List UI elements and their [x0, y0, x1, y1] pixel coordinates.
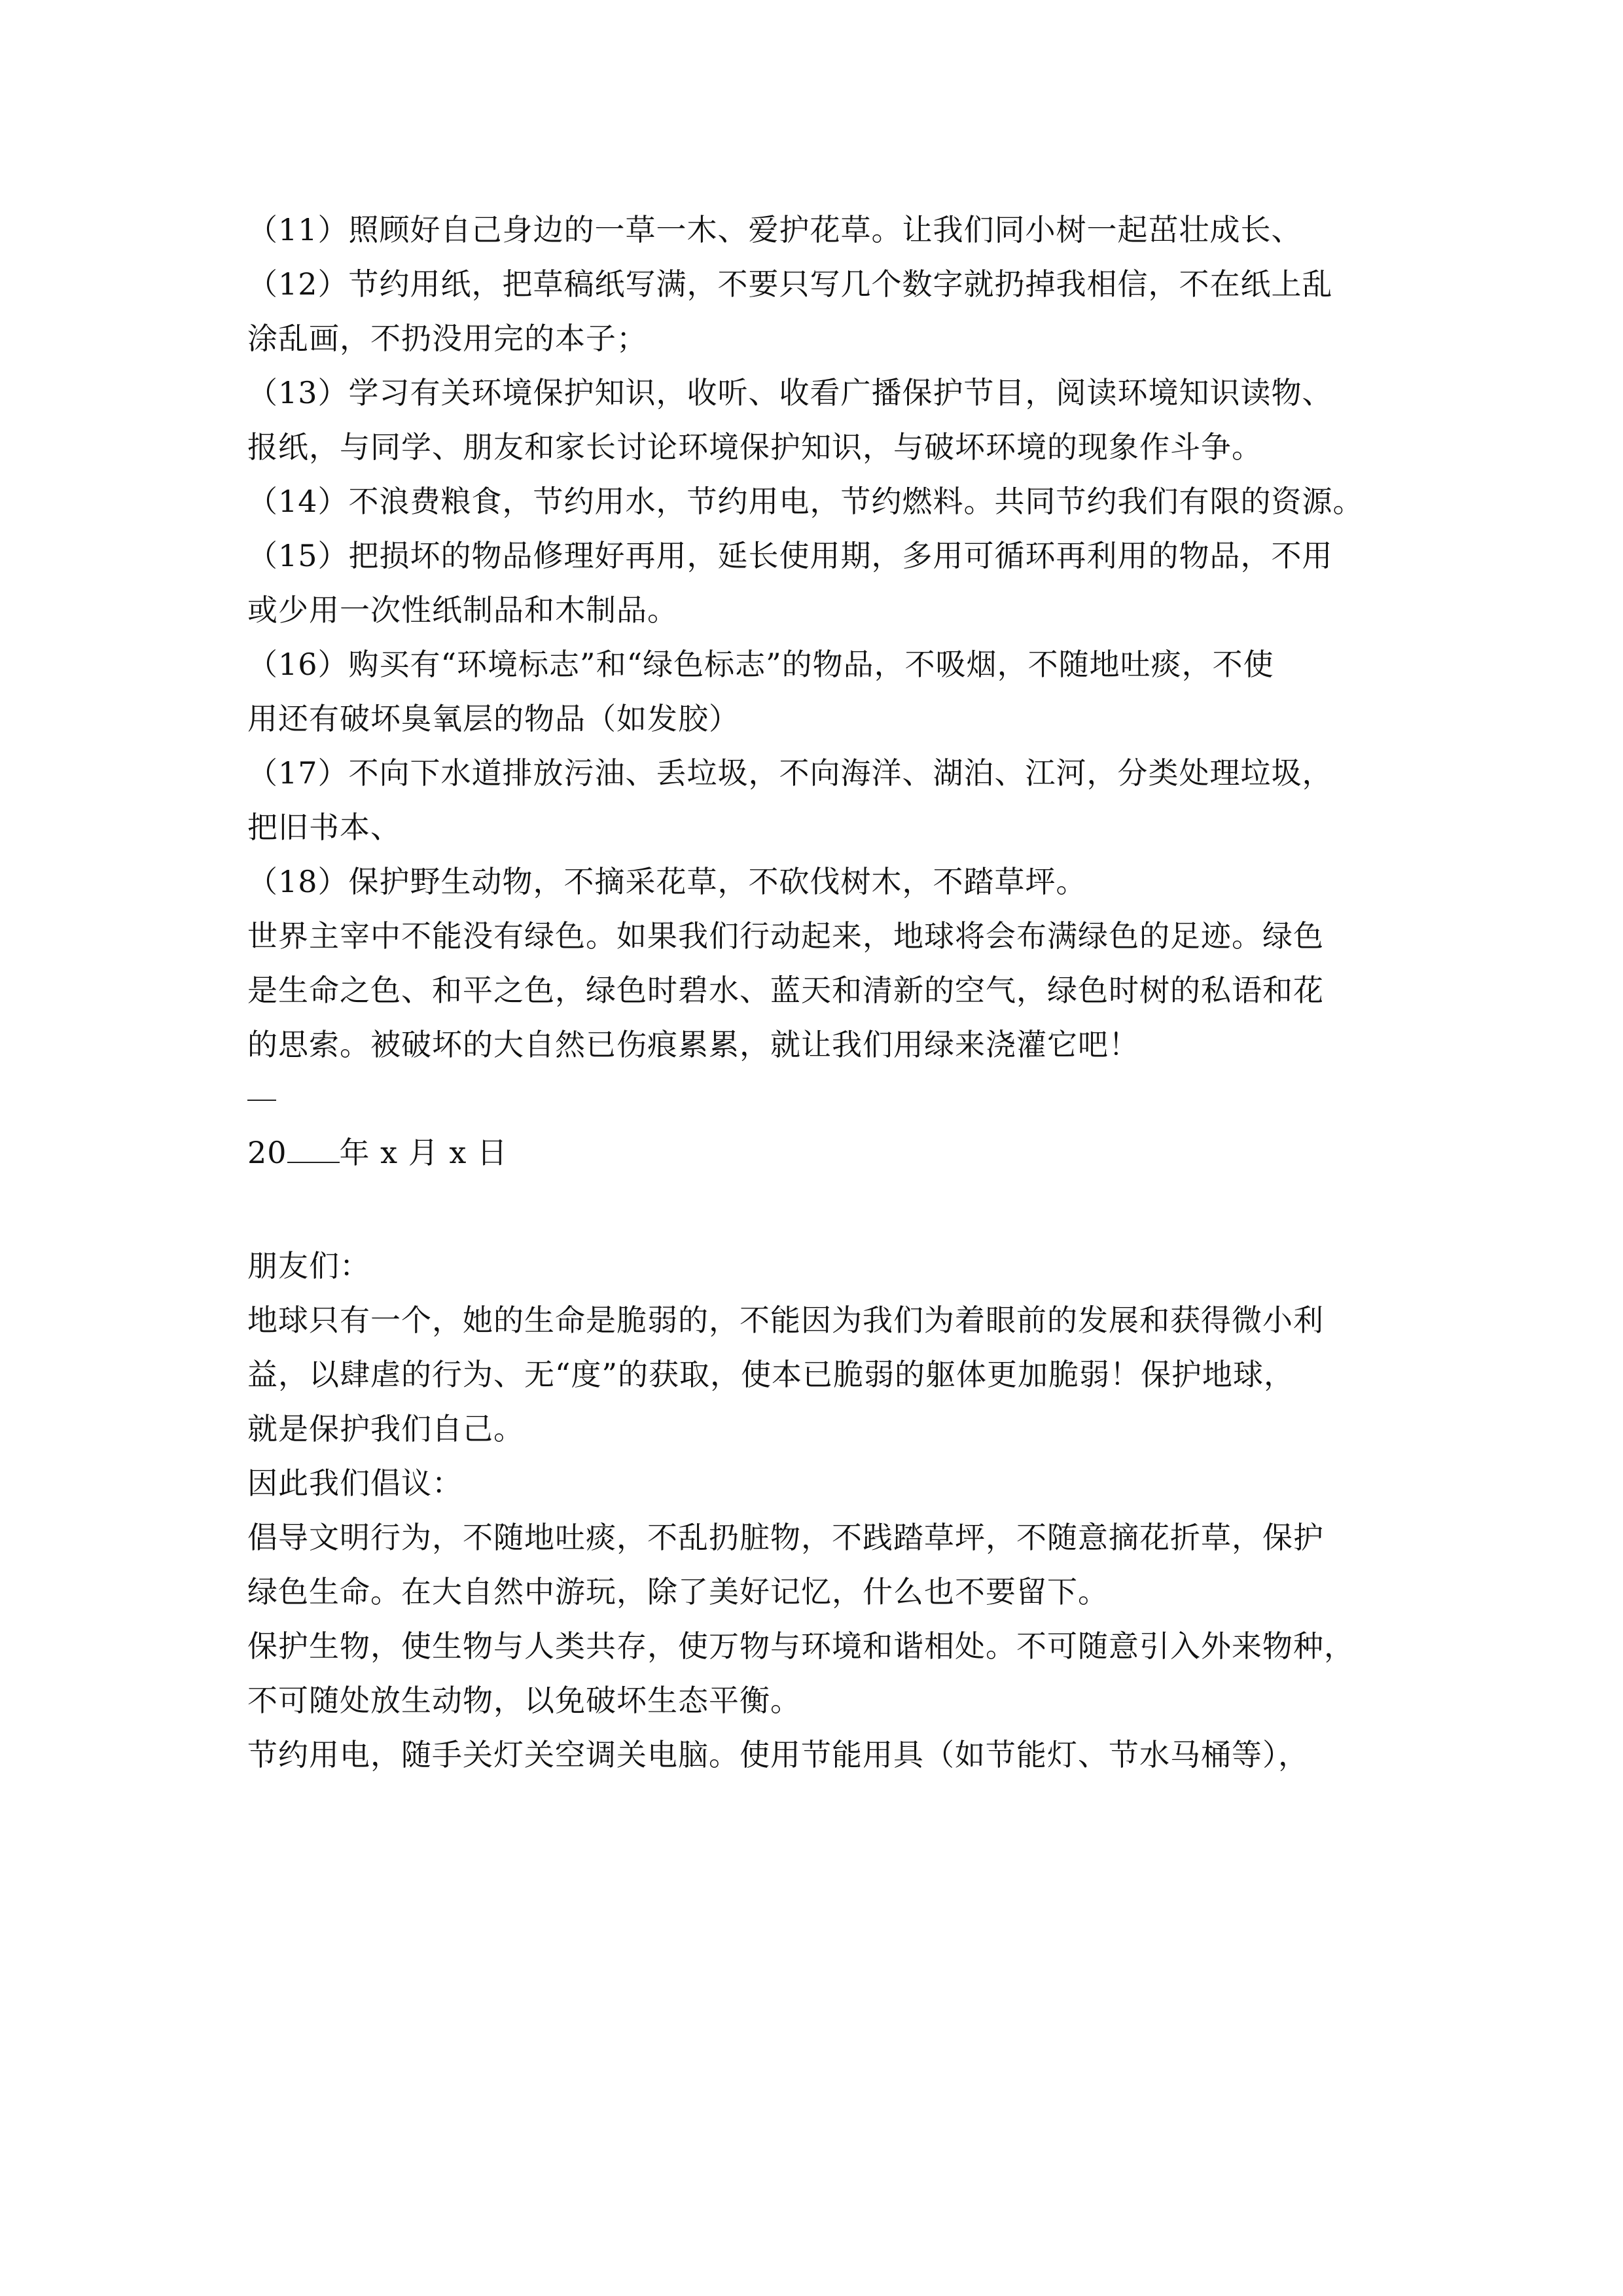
- list-item-12-line1: （12）节约用纸，把草稿纸写满，不要只写几个数字就扔掉我相信，不在纸上乱: [247, 266, 1333, 302]
- closing-paragraph-line2: 是生命之色、和平之色，绿色时碧水、蓝天和清新的空气，绿色时树的私语和花: [247, 973, 1324, 1008]
- list-item-14: （14）不浪费粮食，节约用水，节约用电，节约燃料。共同节约我们有限的资源。: [247, 484, 1364, 519]
- list-item-17-line1: （17）不向下水道排放污油、丢垃圾，不向海洋、湖泊、江河，分类处理垃圾，: [247, 755, 1333, 791]
- list-item-15-line1: （15）把损坏的物品修理好再用，延长使用期，多用可循环再利用的物品，不用: [247, 538, 1333, 573]
- letter-paragraph1-line2: 益，以肆虐的行为、无“度”的获取，使本已脆弱的躯体更加脆弱！保护地球，: [247, 1357, 1295, 1392]
- date-line: [247, 1126, 1399, 1180]
- document-body: [247, 203, 1399, 1782]
- proposal-1-line2: 绿色生命。在大自然中游玩，除了美好记忆，什么也不要留下。: [247, 1574, 1109, 1609]
- closing-paragraph-line3: 的思索。被破坏的大自然已伤痕累累，就让我们用绿来浇灌它吧！: [247, 1027, 1139, 1062]
- list-item-13-line2: 报纸，与同学、朋友和家长讨论环境保护知识，与破坏环境的现象作斗争。: [247, 429, 1262, 465]
- date-blank: [287, 1136, 340, 1163]
- list-item-16-line2: 用还有破坏臭氧层的物品（如发胶）: [247, 701, 740, 736]
- list-item-13-line1: （13）学习有关环境保护知识，收听、收看广播保护节目，阅读环境知识读物、: [247, 375, 1333, 410]
- signature-rule: [247, 1100, 276, 1101]
- proposal-heading: 因此我们倡议：: [247, 1465, 463, 1501]
- list-item-11: （11）照顾好自己身边的一草一木、爱护花草。让我们同小树一起茁壮成长、: [247, 212, 1302, 247]
- closing-paragraph-line1: 世界主宰中不能没有绿色。如果我们行动起来，地球将会布满绿色的足迹。绿色: [247, 918, 1324, 954]
- proposal-2-line1: 保护生物，使生物与人类共存，使万物与环境和谐相处。不可随意引入外来物种，: [247, 1628, 1355, 1664]
- letter-paragraph1-line3: 就是保护我们自己。: [247, 1411, 524, 1446]
- list-item-12-line2: 涂乱画，不扔没用完的本子；: [247, 321, 647, 356]
- date-prefix: 20: [247, 1135, 287, 1170]
- salutation: 朋友们：: [247, 1248, 370, 1283]
- section-gap: [247, 1180, 1399, 1239]
- list-item-15-line2: 或少用一次性纸制品和木制品。: [247, 592, 678, 628]
- list-item-18: （18）保护野生动物，不摘采花草，不砍伐树木，不踏草坪。: [247, 864, 1087, 899]
- list-item-16-line1: （16）购买有“环境标志”和“绿色标志”的物品，不吸烟，不随地吐痰，不使: [247, 647, 1274, 682]
- proposal-2-line2: 不可随处放生动物，以免破坏生态平衡。: [247, 1683, 801, 1718]
- proposal-1-line1: 倡导文明行为，不随地吐痰，不乱扔脏物，不践踏草坪，不随意摘花折草，保护: [247, 1520, 1324, 1555]
- letter-paragraph1-line1: 地球只有一个，她的生命是脆弱的，不能因为我们为着眼前的发展和获得微小利: [247, 1302, 1324, 1338]
- date-suffix: 年 x 月 x 日: [339, 1135, 508, 1170]
- list-item-17-line2: 把旧书本、: [247, 810, 401, 845]
- proposal-3-line1: 节约用电，随手关灯关空调关电脑。使用节能用具（如节能灯、节水马桶等），: [247, 1737, 1309, 1772]
